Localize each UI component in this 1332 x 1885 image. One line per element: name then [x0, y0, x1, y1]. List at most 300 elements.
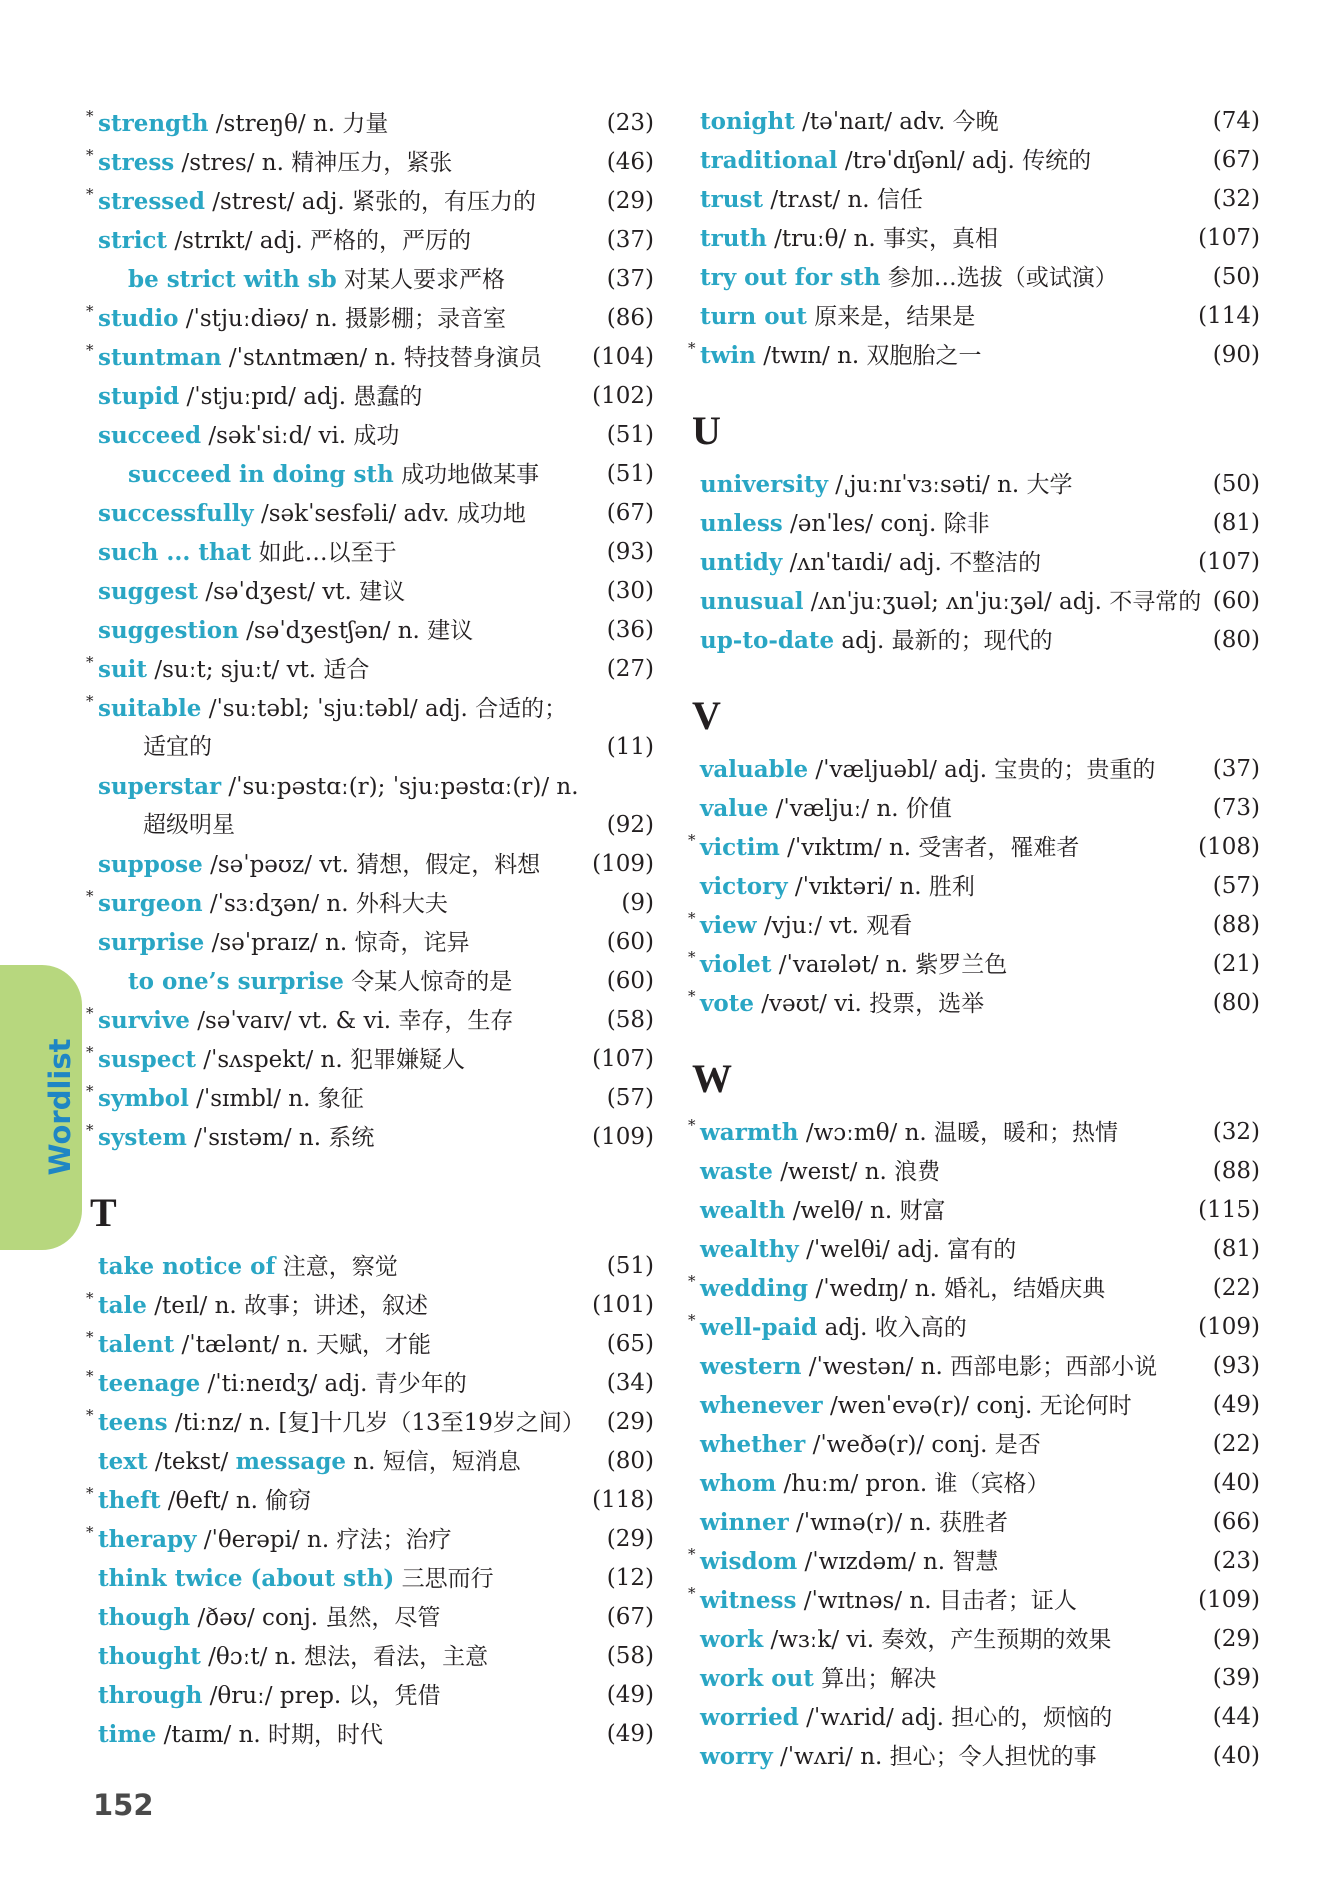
definition: /ˈstʌntmæn/ n. 特技替身演员	[221, 345, 542, 371]
headword: tale	[98, 1292, 147, 1319]
headword: superstar	[98, 773, 222, 800]
definition: /wenˈevə(r)/ conj. 无论何时	[822, 1393, 1132, 1419]
headword: work	[700, 1626, 764, 1653]
wordlist-entry	[700, 1464, 1260, 1503]
wordlist-entry	[700, 465, 1260, 504]
headword: teenage	[98, 1370, 201, 1397]
definition: /ˈstjuːpɪd/ adj. 愚蠢的	[179, 384, 423, 410]
wordlist-entry	[700, 258, 1260, 297]
unit-page-ref: (32)	[1212, 186, 1260, 212]
wordlist-entry	[86, 143, 654, 182]
definition: /ˈvæljuəbl/ adj. 宝贵的；贵重的	[808, 757, 1156, 783]
wordlist-column-right	[688, 102, 1260, 1776]
unit-page-ref: (107)	[1198, 225, 1260, 251]
wordlist-entry	[98, 494, 654, 533]
unit-page-ref: (107)	[1198, 549, 1260, 575]
headword: stressed	[98, 188, 205, 215]
headword: untidy	[700, 549, 783, 576]
headword: valuable	[700, 756, 809, 783]
unit-page-ref: (37)	[606, 227, 654, 253]
unit-page-ref: (11)	[606, 734, 654, 760]
wordlist-entry	[688, 1542, 1260, 1581]
unit-page-ref: (67)	[606, 1604, 654, 1630]
unit-page-ref: (9)	[621, 890, 654, 916]
wordlist-entry	[700, 1737, 1260, 1776]
definition: /ˈθerəpi/ n. 疗法；治疗	[196, 1527, 452, 1553]
unit-page-ref: (66)	[1212, 1509, 1260, 1535]
headword: be strict with sb	[128, 266, 337, 293]
headword: strict	[98, 227, 168, 254]
key-word-mark: *	[86, 341, 94, 359]
wordlist-entry	[688, 1308, 1260, 1347]
wordlist-entry	[700, 1191, 1260, 1230]
key-word-mark: *	[86, 107, 94, 125]
wordlist-entry	[700, 1659, 1260, 1698]
unit-page-ref: (107)	[592, 1046, 654, 1072]
key-word-mark: *	[688, 1584, 696, 1602]
unit-page-ref: (93)	[606, 539, 654, 565]
headword: whether	[700, 1431, 806, 1458]
wordlist-entry	[86, 689, 654, 728]
definition: /streŋθ/ n. 力量	[208, 111, 389, 137]
headword: talent	[98, 1331, 175, 1358]
unit-page-ref: (81)	[1212, 510, 1260, 536]
unit-page-ref: (80)	[1212, 627, 1260, 653]
definition: /səkˈsiːd/ vi. 成功	[201, 423, 400, 449]
wordlist-entry	[86, 1403, 654, 1442]
headword: stuntman	[98, 344, 222, 371]
key-word-mark: *	[86, 1004, 94, 1022]
definition: /ˈwelθi/ adj. 富有的	[798, 1237, 1017, 1263]
definition: /wɜːk/ vi. 奏效，产生预期的效果	[763, 1627, 1112, 1653]
definition: 成功地做某事	[393, 462, 540, 488]
wordlist-column-left	[86, 104, 654, 1754]
headword: unusual	[700, 588, 804, 615]
unit-page-ref: (109)	[1198, 1587, 1260, 1613]
unit-page-ref: (51)	[606, 422, 654, 448]
definition: adj. 最新的；现代的	[834, 628, 1053, 654]
wordlist-entry	[700, 1698, 1260, 1737]
key-word-mark: *	[86, 1043, 94, 1061]
headword: time	[98, 1721, 157, 1748]
headword: waste	[700, 1158, 773, 1185]
definition: /ˈwɪtnəs/ n. 目击者；证人	[796, 1588, 1077, 1614]
definition: /stres/ n. 精神压力，紧张	[174, 150, 453, 176]
key-word-mark: *	[688, 1272, 696, 1290]
key-word-mark: *	[86, 1523, 94, 1541]
wordlist-entry	[688, 906, 1260, 945]
definition: /ˈstjuːdiəʊ/ n. 摄影棚；录音室	[178, 306, 507, 332]
unit-page-ref: (92)	[606, 812, 654, 838]
sidebar-label: Wordlist	[43, 1038, 77, 1176]
headword: text	[98, 1448, 148, 1475]
definition: /θɔːt/ n. 想法，看法，主意	[200, 1644, 489, 1670]
wordlist-entry	[700, 180, 1260, 219]
unit-page-ref: (49)	[606, 1682, 654, 1708]
wordlist-entry	[700, 504, 1260, 543]
key-word-mark: *	[86, 1328, 94, 1346]
headword: unless	[700, 510, 783, 537]
unit-page-ref: (46)	[606, 149, 654, 175]
headword: succeed	[98, 422, 202, 449]
wordlist-entry	[98, 572, 654, 611]
headword: western	[700, 1353, 802, 1380]
unit-page-ref: (30)	[606, 578, 654, 604]
unit-page-ref: (51)	[606, 1253, 654, 1279]
headword: system	[98, 1124, 187, 1151]
wordlist-entry	[700, 219, 1260, 258]
unit-page-ref: (109)	[1198, 1314, 1260, 1340]
unit-page-ref: (29)	[606, 188, 654, 214]
unit-page-ref: (29)	[1212, 1626, 1260, 1652]
wordlist-entry	[86, 1325, 654, 1364]
headword: witness	[700, 1587, 797, 1614]
headword: wisdom	[700, 1548, 798, 1575]
wordlist-entry	[86, 884, 654, 923]
unit-page-ref: (22)	[1212, 1431, 1260, 1457]
definition: /ˈtiːneɪdʒ/ adj. 青少年的	[200, 1371, 467, 1397]
definition: /ʌnˈtaɪdi/ adj. 不整洁的	[782, 550, 1042, 576]
headword: truth	[700, 225, 767, 252]
definition: /ʌnˈjuːʒuəl; ʌnˈjuːʒəl/ adj. 不寻常的	[803, 589, 1202, 615]
definition: /θruː/ prep. 以，凭借	[202, 1683, 441, 1709]
headword: theft	[98, 1487, 161, 1514]
wordlist-entry	[700, 102, 1260, 141]
key-word-mark: *	[86, 302, 94, 320]
wordlist-entry	[98, 845, 654, 884]
wordlist-entry	[86, 1364, 654, 1403]
headword: worry	[700, 1743, 773, 1770]
headword: message	[235, 1448, 347, 1475]
definition: /huːm/ pron. 谁（宾格）	[776, 1471, 1050, 1497]
unit-page-ref: (49)	[606, 1721, 654, 1747]
definition: 令某人惊奇的是	[343, 969, 513, 995]
headword: vote	[700, 990, 754, 1017]
headword: suggestion	[98, 617, 239, 644]
unit-page-ref: (23)	[1212, 1548, 1260, 1574]
headword: worried	[700, 1704, 799, 1731]
wordlist-entry	[688, 1113, 1260, 1152]
wordlist-entry	[700, 141, 1260, 180]
key-word-mark: *	[688, 948, 696, 966]
headword: surgeon	[98, 890, 203, 917]
entry-continuation	[98, 806, 654, 845]
headword: therapy	[98, 1526, 197, 1553]
definition: /səˈdʒestʃən/ n. 建议	[238, 618, 474, 644]
definition: /tekst/	[147, 1449, 236, 1475]
definition: /twɪn/ n. 双胞胎之一	[755, 343, 982, 369]
unit-page-ref: (29)	[606, 1409, 654, 1435]
unit-page-ref: (109)	[592, 1124, 654, 1150]
definition: /ˈvæljuː/ n. 价值	[768, 796, 952, 822]
headword: thought	[98, 1643, 201, 1670]
definition: /ˈsʌspekt/ n. 犯罪嫌疑人	[195, 1047, 465, 1073]
wordlist-entry	[700, 1425, 1260, 1464]
headword: violet	[700, 951, 772, 978]
headword: twin	[700, 342, 756, 369]
definition: /tiːnz/ n. [复]十几岁（13至19岁之间）	[167, 1410, 585, 1436]
wordlist-entry	[98, 1598, 654, 1637]
definition: /taɪm/ n. 时期，时代	[156, 1722, 384, 1748]
unit-page-ref: (12)	[606, 1565, 654, 1591]
wordlist-entry	[86, 650, 654, 689]
wordlist-entry	[98, 221, 654, 260]
definition: /trʌst/ n. 信任	[763, 187, 923, 213]
headword: through	[98, 1682, 203, 1709]
unit-page-ref: (81)	[1212, 1236, 1260, 1262]
headword: suit	[98, 656, 148, 683]
headword: wedding	[700, 1275, 809, 1302]
wordlist-entry	[98, 1559, 654, 1598]
definition: /ˈsuːtəbl; ˈsjuːtəbl/ adj. 合适的；	[201, 696, 568, 722]
headword: victory	[700, 873, 788, 900]
unit-page-ref: (60)	[606, 929, 654, 955]
headword: turn out	[700, 303, 807, 330]
unit-page-ref: (73)	[1212, 795, 1260, 821]
key-word-mark: *	[86, 887, 94, 905]
wordlist-entry	[688, 945, 1260, 984]
wordlist-entry	[700, 1347, 1260, 1386]
key-word-mark: *	[86, 692, 94, 710]
headword: view	[700, 912, 757, 939]
wordlist-entry	[700, 750, 1260, 789]
headword: surprise	[98, 929, 205, 956]
wordlist-entry	[700, 543, 1260, 582]
definition: /ˈwedɪŋ/ n. 婚礼，结婚庆典	[808, 1276, 1106, 1302]
wordlist-entry	[98, 377, 654, 416]
unit-page-ref: (49)	[1212, 1392, 1260, 1418]
headword: suspect	[98, 1046, 196, 1073]
key-word-mark: *	[86, 1289, 94, 1307]
wordlist-entry	[98, 1637, 654, 1676]
headword: suppose	[98, 851, 203, 878]
wordlist-entry	[700, 1386, 1260, 1425]
definition: 三思而行	[394, 1566, 494, 1592]
definition: 注意，察觉	[275, 1254, 398, 1280]
key-word-mark: *	[86, 146, 94, 164]
unit-page-ref: (118)	[592, 1487, 654, 1513]
wordlist-entry	[98, 923, 654, 962]
wordlist-entry	[98, 260, 654, 299]
section-letter: U	[692, 408, 721, 453]
definition: /ˈwestən/ n. 西部电影；西部小说	[801, 1354, 1158, 1380]
headword: stupid	[98, 383, 180, 410]
wordlist-entry	[98, 611, 654, 650]
definition: 如此…以至于	[251, 540, 397, 566]
definition: /ˈweðə(r)/ conj. 是否	[805, 1432, 1041, 1458]
unit-page-ref: (29)	[606, 1526, 654, 1552]
unit-page-ref: (27)	[606, 656, 654, 682]
wordlist-entry	[688, 1269, 1260, 1308]
headword: up-to-date	[700, 627, 835, 654]
definition: /ˈvɪktɪm/ n. 受害者，罹难者	[779, 835, 1080, 861]
headword: victim	[700, 834, 780, 861]
definition: /səˈdʒest/ vt. 建议	[198, 579, 406, 605]
definition: /ənˈles/ conj. 除非	[782, 511, 990, 537]
headword: whom	[700, 1470, 777, 1497]
definition: /truːθ/ n. 事实，真相	[766, 226, 999, 252]
headword: work out	[700, 1665, 814, 1692]
headword: think twice (about sth)	[98, 1565, 395, 1592]
unit-page-ref: (108)	[1198, 834, 1260, 860]
definition: adj. 收入高的	[817, 1315, 967, 1341]
unit-page-ref: (21)	[1212, 951, 1260, 977]
unit-page-ref: (22)	[1212, 1275, 1260, 1301]
definition: /təˈnaɪt/ adv. 今晚	[794, 109, 999, 135]
definition: n. 短信，短消息	[346, 1449, 521, 1475]
key-word-mark: *	[86, 653, 94, 671]
key-word-mark: *	[86, 1367, 94, 1385]
wordlist-entry	[98, 1676, 654, 1715]
key-word-mark: *	[688, 339, 696, 357]
headword: suitable	[98, 695, 202, 722]
unit-page-ref: (36)	[606, 617, 654, 643]
definition: /weɪst/ n. 浪费	[772, 1159, 941, 1185]
definition: /ˈsɜːdʒən/ n. 外科大夫	[202, 891, 448, 917]
definition: /strest/ adj. 紧张的，有压力的	[204, 189, 536, 215]
headword: studio	[98, 305, 179, 332]
headword: stress	[98, 149, 175, 176]
headword: try out for sth	[700, 264, 881, 291]
wordlist-entry	[688, 336, 1260, 375]
wordlist-entry	[98, 1247, 654, 1286]
headword: value	[700, 795, 769, 822]
wordlist-entry	[86, 1040, 654, 1079]
key-word-mark: *	[688, 909, 696, 927]
wordlist-entry	[98, 962, 654, 1001]
definition: /ˌjuːnɪˈvɜːsəti/ n. 大学	[827, 472, 1073, 498]
unit-page-ref: (58)	[606, 1007, 654, 1033]
unit-page-ref: (58)	[606, 1643, 654, 1669]
unit-page-ref: (23)	[606, 110, 654, 136]
unit-page-ref: (88)	[1212, 1158, 1260, 1184]
definition: /ˈwʌri/ n. 担心；令人担忧的事	[772, 1744, 1097, 1770]
definition: /strɪkt/ adj. 严格的，严厉的	[167, 228, 471, 254]
wordlist-entry	[98, 1442, 654, 1481]
unit-page-ref: (104)	[592, 344, 654, 370]
definition: /səˈpraɪz/ n. 惊奇，诧异	[204, 930, 470, 956]
headword: well-paid	[700, 1314, 818, 1341]
wordlist-entry	[688, 1581, 1260, 1620]
wordlist-entry	[700, 1503, 1260, 1542]
unit-page-ref: (88)	[1212, 912, 1260, 938]
key-word-mark: *	[86, 185, 94, 203]
headword: suggest	[98, 578, 199, 605]
definition: /trəˈdɪʃənl/ adj. 传统的	[837, 148, 1092, 174]
definition: /welθ/ n. 财富	[785, 1198, 946, 1224]
unit-page-ref: (37)	[606, 266, 654, 292]
key-word-mark: *	[688, 1545, 696, 1563]
unit-page-ref: (34)	[606, 1370, 654, 1396]
definition: /wɔːmθ/ n. 温暖，暖和；热情	[798, 1120, 1119, 1146]
unit-page-ref: (67)	[606, 500, 654, 526]
unit-page-ref: (101)	[592, 1292, 654, 1318]
headword: whenever	[700, 1392, 823, 1419]
unit-page-ref: (67)	[1212, 147, 1260, 173]
definition: 原来是，结果是	[806, 304, 976, 330]
wordlist-entry	[700, 297, 1260, 336]
definition: /səˈvaɪv/ vt. & vi. 幸存，生存	[189, 1008, 514, 1034]
headword: take notice of	[98, 1253, 276, 1280]
definition: /səˈpəʊz/ vt. 猜想，假定，料想	[202, 852, 541, 878]
headword: warmth	[700, 1119, 799, 1146]
unit-page-ref: (39)	[1212, 1665, 1260, 1691]
headword: trust	[700, 186, 764, 213]
headword: tonight	[700, 108, 795, 135]
key-word-mark: *	[688, 987, 696, 1005]
unit-page-ref: (51)	[606, 461, 654, 487]
key-word-mark: *	[688, 1311, 696, 1329]
headword: though	[98, 1604, 191, 1631]
wordlist-entry	[98, 767, 654, 806]
wordlist-entry	[86, 1001, 654, 1040]
unit-page-ref: (57)	[606, 1085, 654, 1111]
wordlist-entry	[86, 182, 654, 221]
definition: /ˈvaɪələt/ n. 紫罗兰色	[771, 952, 1008, 978]
definition: /vəʊt/ vi. 投票，选举	[753, 991, 985, 1017]
wordlist-entry	[98, 416, 654, 455]
unit-page-ref: (114)	[1198, 303, 1260, 329]
definition: /θeft/ n. 偷窃	[160, 1488, 312, 1514]
section-letter: W	[692, 1056, 732, 1101]
wordlist-entry	[86, 299, 654, 338]
headword: winner	[700, 1509, 789, 1536]
wordlist-entry	[700, 1230, 1260, 1269]
unit-page-ref: (115)	[1198, 1197, 1260, 1223]
definition: 适宜的	[143, 734, 212, 760]
definition: /teɪl/ n. 故事；讲述，叙述	[146, 1293, 429, 1319]
unit-page-ref: (50)	[1212, 264, 1260, 290]
unit-page-ref: (80)	[606, 1448, 654, 1474]
definition: /ˈsɪstəm/ n. 系统	[186, 1125, 375, 1151]
definition: /ˈwɪnə(r)/ n. 获胜者	[788, 1510, 1009, 1536]
definition: 算出；解决	[813, 1666, 937, 1692]
unit-page-ref: (32)	[1212, 1119, 1260, 1145]
unit-page-ref: (86)	[606, 305, 654, 331]
unit-page-ref: (90)	[1212, 342, 1260, 368]
unit-page-ref: (40)	[1212, 1470, 1260, 1496]
unit-page-ref: (37)	[1212, 756, 1260, 782]
wordlist-entry	[86, 1520, 654, 1559]
headword: successfully	[98, 500, 254, 527]
definition: 对某人要求严格	[336, 267, 506, 293]
wordlist-entry	[86, 1286, 654, 1325]
unit-page-ref: (60)	[1212, 588, 1260, 614]
definition: /ˈsɪmbl/ n. 象征	[188, 1086, 364, 1112]
wordlist-entry	[86, 1481, 654, 1520]
wordlist-entry	[86, 338, 654, 377]
wordlist-entry	[700, 582, 1260, 621]
headword: university	[700, 471, 828, 498]
definition: /ˈvɪktəri/ n. 胜利	[787, 874, 975, 900]
wordlist-entry	[700, 1152, 1260, 1191]
wordlist-entry	[98, 455, 654, 494]
wordlist-entry	[86, 104, 654, 143]
wordlist-entry	[86, 1079, 654, 1118]
section-letter: T	[90, 1190, 117, 1235]
definition: 参加…选拔（或试演）	[880, 265, 1118, 291]
key-word-mark: *	[688, 831, 696, 849]
wordlist-entry	[688, 984, 1260, 1023]
headword: symbol	[98, 1085, 189, 1112]
headword: wealth	[700, 1197, 786, 1224]
definition: /suːt; sjuːt/ vt. 适合	[147, 657, 370, 683]
wordlist-entry	[700, 789, 1260, 828]
wordlist-entry	[688, 828, 1260, 867]
definition: /ˈwɪzdəm/ n. 智慧	[797, 1549, 999, 1575]
headword: such ... that	[98, 539, 252, 566]
wordlist-entry	[700, 1620, 1260, 1659]
